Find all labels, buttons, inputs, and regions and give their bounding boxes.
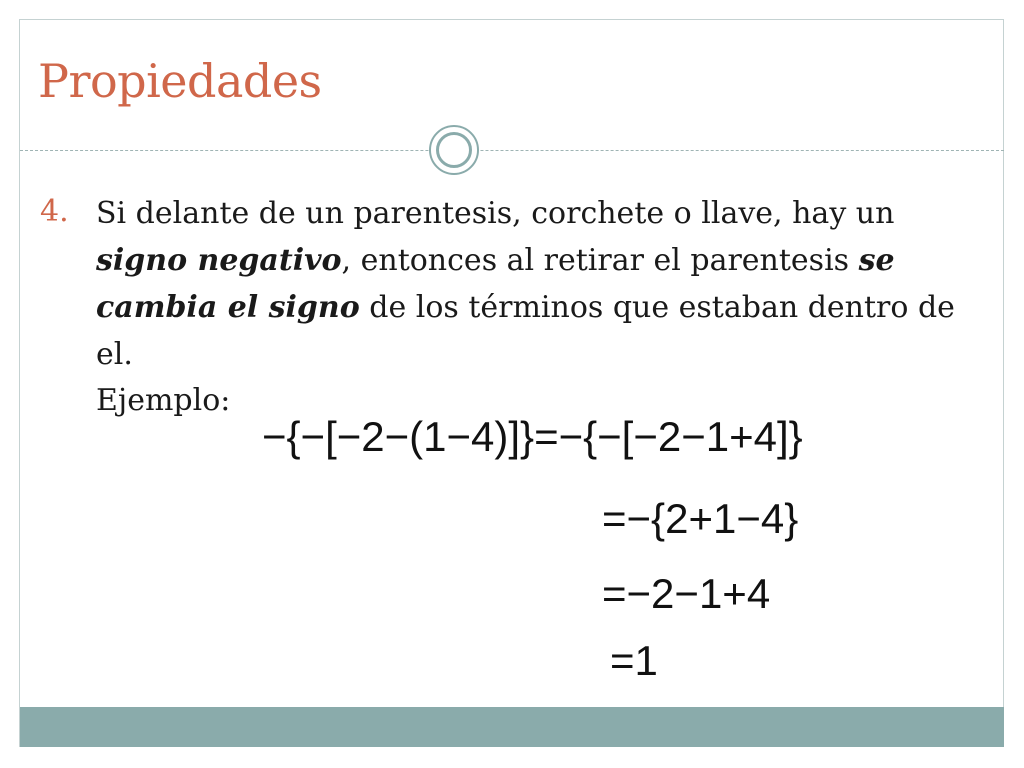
- list-item-number: 4.: [40, 194, 69, 229]
- text-part-2: , entonces al retirar el parentesis: [341, 243, 859, 278]
- property-description: [96, 190, 966, 378]
- example-label: Ejemplo:: [96, 383, 231, 418]
- footer-bar: [20, 707, 1004, 747]
- emphasis-signo-negativo: signo negativo: [96, 243, 342, 278]
- title-divider: [20, 150, 1004, 151]
- text-part-3: de los términos que estaban dentro de el.: [96, 290, 955, 372]
- emphasis-cambia-signo: se cambia el signo: [96, 243, 895, 325]
- math-line-4: =1: [610, 637, 658, 684]
- slide-title: Propiedades: [38, 54, 322, 108]
- math-line-3: =−2−1+4: [602, 570, 771, 617]
- math-line-1: −{−[−2−(1−4)]}=−{−[−2−1+4]}: [262, 413, 803, 460]
- math-line-2: =−{2+1−4}: [602, 495, 799, 542]
- divider-ornament-icon: [429, 125, 479, 175]
- text-part-1: Si delante de un parentesis, corchete o llave, hay un: [96, 196, 895, 231]
